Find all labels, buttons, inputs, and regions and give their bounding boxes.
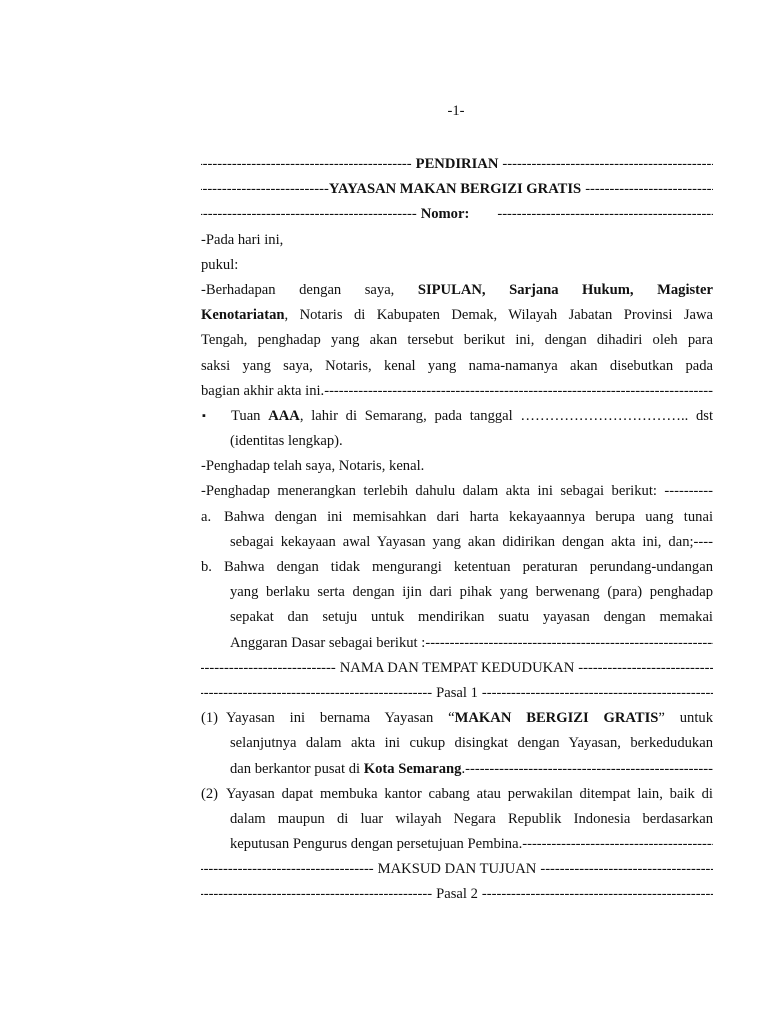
section-1-heading bbox=[201, 656, 713, 681]
article-1-line-2: selanjutnya dalam akta ini cukup disingkat dengan Yayasan, berkedudukan bbox=[230, 735, 713, 752]
heading-foundation-name bbox=[201, 177, 713, 202]
section-1-title: NAMA DAN TEMPAT KEDUDUKAN bbox=[339, 659, 575, 676]
statement-b-label: b. bbox=[201, 559, 212, 575]
dash-leader bbox=[201, 656, 336, 681]
section-2-heading bbox=[201, 857, 713, 882]
dash-leader bbox=[201, 177, 329, 202]
dash-leader bbox=[585, 177, 713, 202]
appearer-identity: (identitas lengkap). bbox=[230, 433, 343, 450]
pasal-1-heading bbox=[201, 681, 713, 706]
dash-leader bbox=[324, 379, 713, 404]
article-2-label: (2) bbox=[201, 785, 219, 802]
statement-b-line-4: Anggaran Dasar sebagai berikut : ----- bbox=[201, 631, 713, 656]
statement-b-line-2: yang berlaku serta dengan ijin dari pihak yang berwenang (para) penghadap bbox=[230, 584, 713, 601]
dash-leader bbox=[465, 757, 713, 782]
statement-a-line-1: a. Bahwa dengan ini memisahkan dari harta kekayaannya berupa uang tunai bbox=[201, 505, 713, 530]
pasal-1-label: Pasal 1 bbox=[436, 684, 478, 701]
city-name: Kota Semarang bbox=[363, 760, 462, 777]
section-2-title: MAKSUD DAN TUJUAN bbox=[377, 861, 537, 878]
opening-day: -Pada hari ini, bbox=[201, 231, 284, 248]
article-2-line-3: keputusan Pengurus dengan persetujuan Pembina. ----- bbox=[201, 832, 713, 857]
dash-leader bbox=[497, 202, 713, 227]
dash-leader bbox=[201, 152, 412, 177]
statement-intro: -Penghadap menerangkan terlebih dahulu dalam akta ini sebagai berikut: ---------- bbox=[201, 483, 713, 500]
article-1-label: (1) bbox=[201, 710, 219, 727]
opening-line-3: Tengah, penghadap yang akan tersebut berikut ini, dengan dihadiri oleh para bbox=[201, 332, 713, 349]
dash-leader bbox=[201, 681, 432, 706]
bullet-icon: ▪ bbox=[202, 409, 206, 422]
article-2-line-2: dalam maupun di luar wilayah Negara Republik Indonesia berdasarkan bbox=[230, 810, 713, 827]
opening-text: , Notaris di Kabupaten Demak, Wilayah Jabatan Provinsi Jawa bbox=[284, 307, 713, 324]
opening-line-5 bbox=[201, 379, 713, 404]
pasal-2-heading bbox=[201, 882, 713, 907]
appearer-text: Tuan AAA, lahir di Semarang, pada tanggal …………………………….. dst bbox=[231, 407, 713, 424]
nomor-label: Nomor: bbox=[420, 206, 470, 223]
opening-line-2 bbox=[201, 303, 713, 328]
appearer-name: AAA bbox=[268, 407, 300, 424]
deed-title: PENDIRIAN bbox=[415, 156, 499, 172]
article-1-line-3: dan berkantor pusat di Kota Semarang. ----- bbox=[201, 757, 713, 782]
notary-name: SIPULAN, Sarjana Hukum, Magister bbox=[417, 281, 713, 298]
article-2-line-1: (2) Yayasan dapat membuka kantor cabang atau perwakilan ditempat lain, baik di bbox=[201, 782, 713, 807]
opening-line-1 bbox=[201, 278, 713, 303]
dash-leader bbox=[540, 857, 713, 882]
page-number: -1- bbox=[447, 103, 465, 119]
dash-leader bbox=[201, 882, 432, 907]
opening-text: -Berhadapan dengan saya, bbox=[201, 281, 418, 298]
dash-leader bbox=[425, 631, 713, 656]
foundation-name-inline: MAKAN BERGIZI GRATIS bbox=[454, 710, 659, 727]
dash-leader bbox=[578, 656, 713, 681]
statement-a-label: a. bbox=[201, 508, 212, 525]
statement-known: -Penghadap telah saya, Notaris, kenal. bbox=[201, 458, 425, 475]
statement-b-line-3: sepakat dan setuju untuk mendirikan suatu yayasan dengan memakai bbox=[230, 609, 713, 626]
heading-nomor bbox=[201, 202, 713, 227]
deed-body bbox=[201, 152, 713, 908]
dash-leader bbox=[502, 152, 713, 177]
statement-a-line-2: sebagai kekayaan awal Yayasan yang akan didirikan dengan akta ini, dan;---- bbox=[230, 533, 713, 550]
opening-text: bagian akhir akta ini. bbox=[201, 382, 325, 399]
opening-line-4: saksi yang saya, Notaris, kenal yang nama-namanya akan disebutkan pada bbox=[201, 357, 713, 374]
pasal-2-label: Pasal 2 bbox=[436, 886, 478, 903]
opening-time: pukul: bbox=[201, 256, 239, 273]
dash-leader bbox=[201, 202, 417, 227]
dash-leader bbox=[522, 832, 713, 857]
notary-title: Kenotariatan bbox=[201, 307, 285, 324]
dash-leader bbox=[201, 857, 374, 882]
dash-leader bbox=[482, 882, 713, 907]
foundation-name: YAYASAN MAKAN BERGIZI GRATIS bbox=[328, 181, 582, 198]
dash-leader bbox=[482, 681, 713, 706]
appearer-item bbox=[201, 404, 713, 429]
article-1-line-1: (1) Yayasan ini bernama Yayasan “MAKAN BERGIZI GRATIS” untuk bbox=[201, 706, 713, 731]
statement-b-line-1: b. Bahwa dengan tidak mengurangi ketentuan peraturan perundang-undangan bbox=[201, 555, 713, 580]
heading-pendirian bbox=[201, 152, 713, 177]
